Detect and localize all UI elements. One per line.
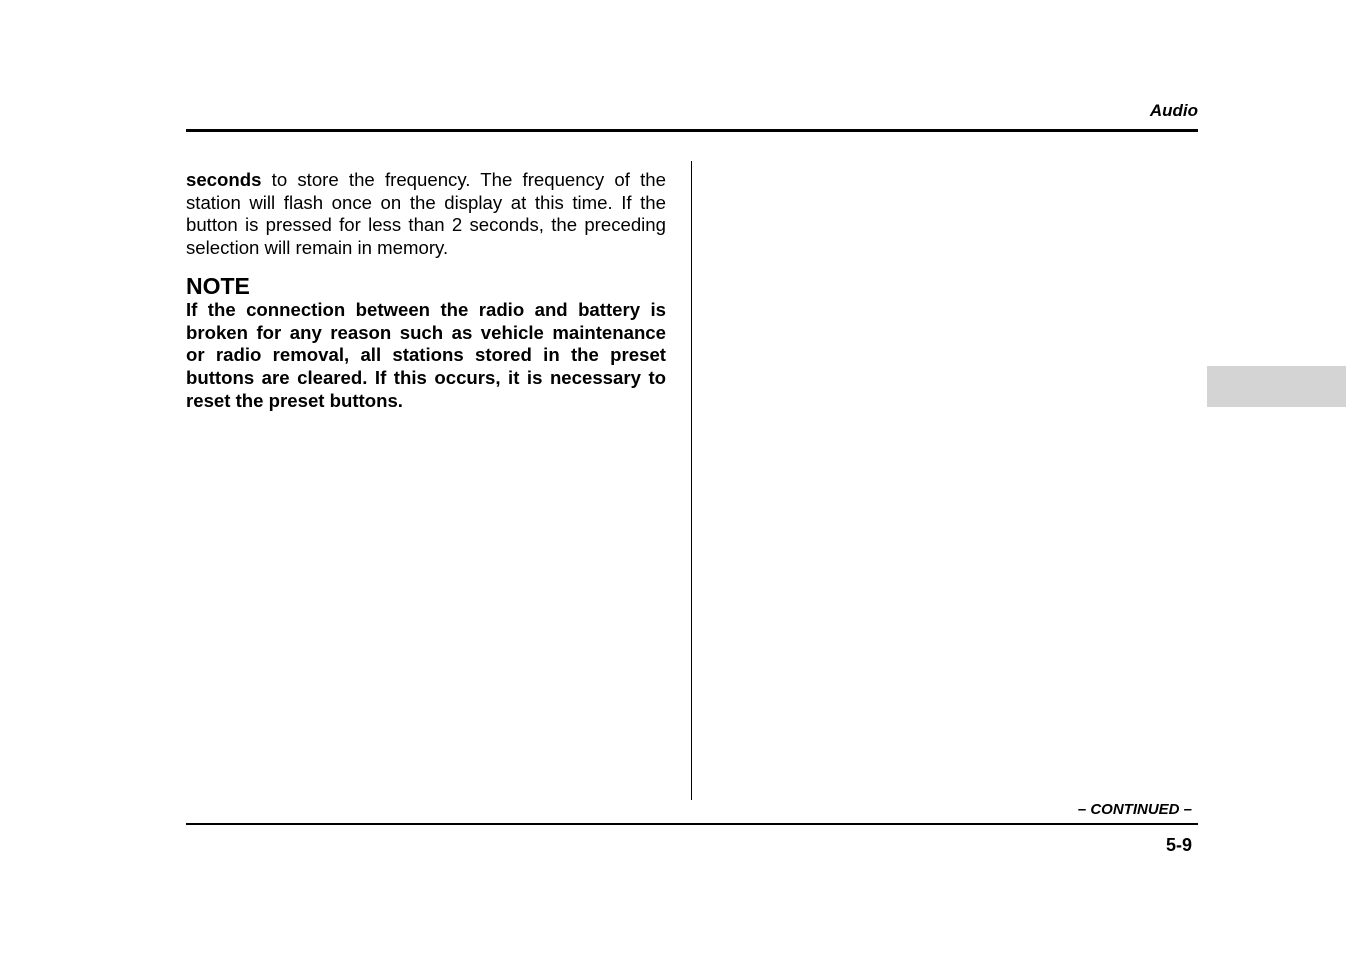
page-number: 5-9 bbox=[1165, 835, 1192, 855]
paragraph-text: to store the frequency. The frequency of the station will flash once on the display at this time. If the button is pressed for less than 2 seconds, the preceding selection will remain in memory. bbox=[186, 169, 666, 259]
header-rule bbox=[186, 129, 1198, 132]
chapter-thumb-tab bbox=[1207, 366, 1346, 407]
section-title: Audio bbox=[1149, 101, 1198, 120]
note-heading: NOTE bbox=[186, 272, 250, 299]
continued-label: – CONTINUED – bbox=[1077, 801, 1192, 818]
left-column bbox=[186, 169, 666, 412]
paragraph-bold-lead: seconds bbox=[186, 169, 262, 190]
column-divider bbox=[691, 161, 692, 800]
footer-rule bbox=[186, 823, 1198, 825]
note-text: If the connection between the radio and battery is broken for any reason such as vehicle maintenance or radio removal, all stations stored in the preset buttons are cleared. If this occurs, it is necessary to reset the preset buttons. bbox=[186, 298, 666, 411]
body-paragraph bbox=[186, 169, 666, 260]
